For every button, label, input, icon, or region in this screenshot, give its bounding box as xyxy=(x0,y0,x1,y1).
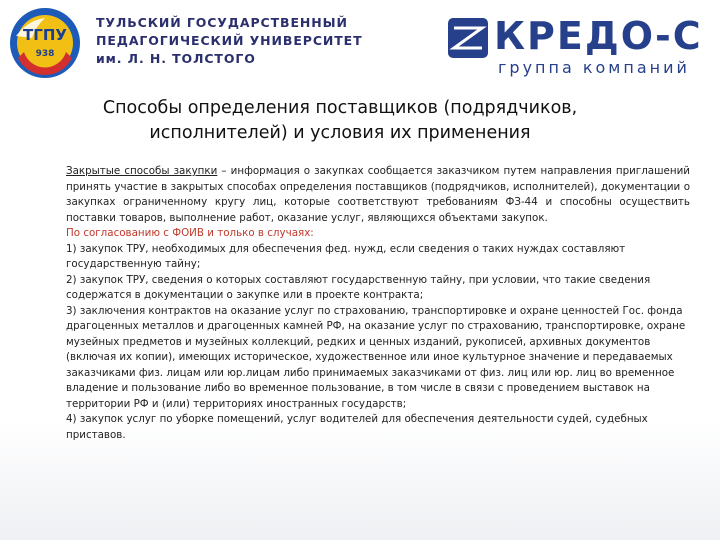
list-item: 4) закупок услуг по уборке помещений, услуг водителей для обеспечения деятельности судей, судебных приставов. xyxy=(66,413,648,441)
university-logo-icon xyxy=(6,6,84,80)
list-item: 1) закупок ТРУ, необходимых для обеспечения фед. нужд, если сведения о таких нуждах составляют государственную тайну; xyxy=(66,242,626,270)
university-name-line1: ТУЛЬСКИЙ ГОСУДАРСТВЕННЫЙ xyxy=(96,15,348,30)
university-name-line2: ПЕДАГОГИЧЕСКИЙ УНИВЕРСИТЕТ xyxy=(96,33,363,48)
definition-dash: – xyxy=(217,165,231,177)
kredo-emblem-icon xyxy=(446,14,494,62)
logo-abbr: ТГПУ xyxy=(23,26,67,44)
definition-paragraph xyxy=(66,164,690,226)
kredo-logo xyxy=(446,12,720,82)
condition-heading: По согласованию с ФОИВ и только в случаях: xyxy=(66,227,314,239)
university-name-line3: им. Л. Н. ТОЛСТОГО xyxy=(96,51,256,66)
header xyxy=(0,0,720,92)
definition-term: Закрытые способы закупки xyxy=(66,165,218,177)
list-item: 2) закупок ТРУ, сведения о которых составляют государственную тайну, при условии, что такие сведения содержатся в документации о закупке или в проекте контракта; xyxy=(66,273,651,301)
body-text xyxy=(66,164,690,443)
kredo-brand: КРЕДО-С xyxy=(494,14,703,58)
page-title-line2: исполнителей) и условия их применения xyxy=(149,123,531,143)
page-title-line1: Способы определения поставщиков (подрядчиков, xyxy=(102,98,578,118)
kredo-subtitle: группа компаний xyxy=(498,58,690,77)
page-title xyxy=(40,96,640,146)
university-name xyxy=(96,14,363,68)
list-item: 3) заключения контрактов на оказание услуг по страхованию, транспортировке и охране ценностей Гос. фонда драгоценных металлов и драгоценных камней РФ, на оказание услуг по страхованию, транспортировке, охране музейных предметов и музейных коллекций, редких и ценных изданий, рукописей, архивных документов (включая их копии), имеющих историческое, художественное или иное культурное значение и передаваемых заказчиками физ. лицам или юр.лицам либо принимаемых заказчиками от физ. лиц или юр. лиц во временное владение и пользование либо во временное пользование, в том числе в связи с проведением выставок на территории РФ и (или) территориях иностранных государств; xyxy=(66,304,686,410)
definition-text: информация о закупках сообщается заказчиком путем направления приглашений принять участие в закрытых способах определения поставщиков (подрядчиков, исполнителей), документации о закупках ограниченному кругу лиц, которые соответствуют требованиям ФЗ-44 и способны осуществить поставки товаров, выполнение работ, оказание услуг, являющихся объектами закупок. xyxy=(66,165,690,224)
logo-year: 938 xyxy=(35,49,55,59)
